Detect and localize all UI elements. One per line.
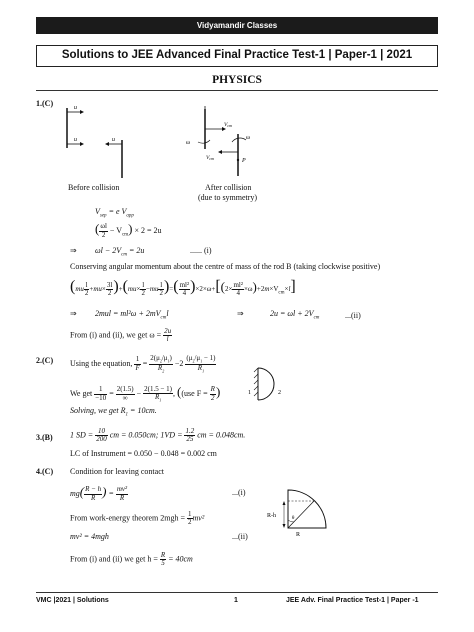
omega-label-2: ω xyxy=(246,135,250,141)
tag-i: ...... (i) xyxy=(190,246,212,255)
q4-eq1: mg( $\frac{R - h}{R}$ ) = $\frac{\text{mv²}}{R}$ xyxy=(70,484,128,502)
q4-number: 4.(C) xyxy=(36,467,54,476)
q1-result: From (i) and (ii), we get ω = $\frac{2u}{l}$ xyxy=(70,327,172,344)
implies-3: ⇒ xyxy=(237,309,244,318)
q4-condition: Condition for leaving contact xyxy=(70,467,164,476)
institute-banner: Vidyamandir Classes xyxy=(36,17,438,34)
q2-equation: Using the equation, $\frac{1}{F}$ = $\frac{2(\mu_2/\mu_1)}{R_2}$ −2 $\frac{(\mu_2/\mu_1 - 1)}{R_1}$ xyxy=(70,354,216,373)
quarter-circle-diagram xyxy=(264,484,334,539)
eq-i: $\omega l - 2V_{cm} = 2u$ xyxy=(95,246,145,258)
eq-omega-expansion: ( $\frac{\omega l}{2}$ − $V_{cm}) \times 2 = 2u$ xyxy=(95,221,162,239)
eq-vsep: $V_{sep} = e$ $V_{app}$ xyxy=(95,207,134,219)
q2-number: 2.(C) xyxy=(36,356,54,365)
eq-2mul: $2mul = ml^2\omega + 2mV_{cm}l$ xyxy=(95,309,169,321)
eq-ii: $2u = \omega l + 2V_{cm}$ xyxy=(270,309,320,321)
footer-rule xyxy=(36,592,438,593)
caption-after-2: (due to symmetry) xyxy=(198,193,258,202)
radius-label: R xyxy=(296,532,301,538)
tag-ii: ...(ii) xyxy=(345,311,361,320)
before-collision-diagram xyxy=(62,106,142,181)
theta-label: θ xyxy=(292,516,295,521)
q1-number: 1.(C) xyxy=(36,99,54,108)
implies-1: ⇒ xyxy=(70,246,77,255)
u-label-1: u xyxy=(74,105,77,111)
omega-label-1: ω xyxy=(186,140,190,146)
footer-right: JEE Adv. Final Practice Test-1 | Paper -1 xyxy=(286,597,419,604)
page-number: 1 xyxy=(234,597,238,604)
medium-2-label: 2 xyxy=(278,390,281,396)
u-label-2: u xyxy=(74,137,77,143)
after-collision-diagram xyxy=(180,104,270,179)
q4-work-energy: From work-energy theorem 2mgh = $\frac{1}{2}$ mv² xyxy=(70,510,205,527)
q3-number: 3.(B) xyxy=(36,433,53,442)
q4-eq2: mv² = 4mgh xyxy=(70,532,109,541)
q2-solving: Solving, we get $R_1 = 10cm$. xyxy=(70,406,157,418)
q3-line2: LC of Instrument = 0.050 − 0.048 = 0.002 cm xyxy=(70,449,217,458)
caption-after: After collision xyxy=(205,183,252,192)
caption-before: Before collision xyxy=(68,183,120,192)
lens-mirror-diagram xyxy=(248,364,282,404)
conserving-text: Conserving angular momentum about the centre of mass of the rod B (taking clockwise positive) xyxy=(70,262,381,271)
vcm-label-2: Vcm xyxy=(206,155,215,161)
subject-heading: PHYSICS xyxy=(212,74,262,86)
q4-tag-i: ...(i) xyxy=(232,488,246,497)
eq-angular-momentum: (mu $\frac{l}{2}$ +mu× $\frac{3l}{2}$ )+(mu× $\frac{l}{2}$ −mu $\frac{l}{2}$ )=( $\frac{\text{ml²}}{4}$ )×2×ω+[(2× $\frac{\text{ml²}}{4}$ $\times\omega)+2m\times V_{cm}\times l$] xyxy=(70,278,296,297)
document-title: Solutions to JEE Advanced Final Practice Test-1 | Paper-1 | 2021 xyxy=(36,45,438,67)
r-minus-h-label: R-h xyxy=(267,513,276,519)
q4-tag-ii: ...(ii) xyxy=(232,532,248,541)
q2-we-get: We get $\frac{1}{-10}$ = $\frac{2(1.5)}{\infty}$ − $\frac{2(1.5 - 1)}{R_1}$ , ((use F = $\frac{R}{2}$ ) xyxy=(70,384,221,403)
subject-underline xyxy=(36,90,438,91)
medium-1-label: 1 xyxy=(248,390,251,396)
footer-left: VMC |2021 | Solutions xyxy=(36,597,109,604)
q4-result: From (i) and (ii) we get h = $\frac{R}{5}$ = 40cm xyxy=(70,551,193,568)
q3-line1: 1 SD = $\frac{10}{200}$ cm = 0.050cm; 1VD = $\frac{1.2}{25}$ cm = 0.048cm. xyxy=(70,427,246,444)
u-label-3: u xyxy=(112,137,115,143)
p-label: P xyxy=(242,158,246,164)
vcm-label-1: Vcm xyxy=(224,122,233,128)
implies-2: ⇒ xyxy=(70,309,77,318)
